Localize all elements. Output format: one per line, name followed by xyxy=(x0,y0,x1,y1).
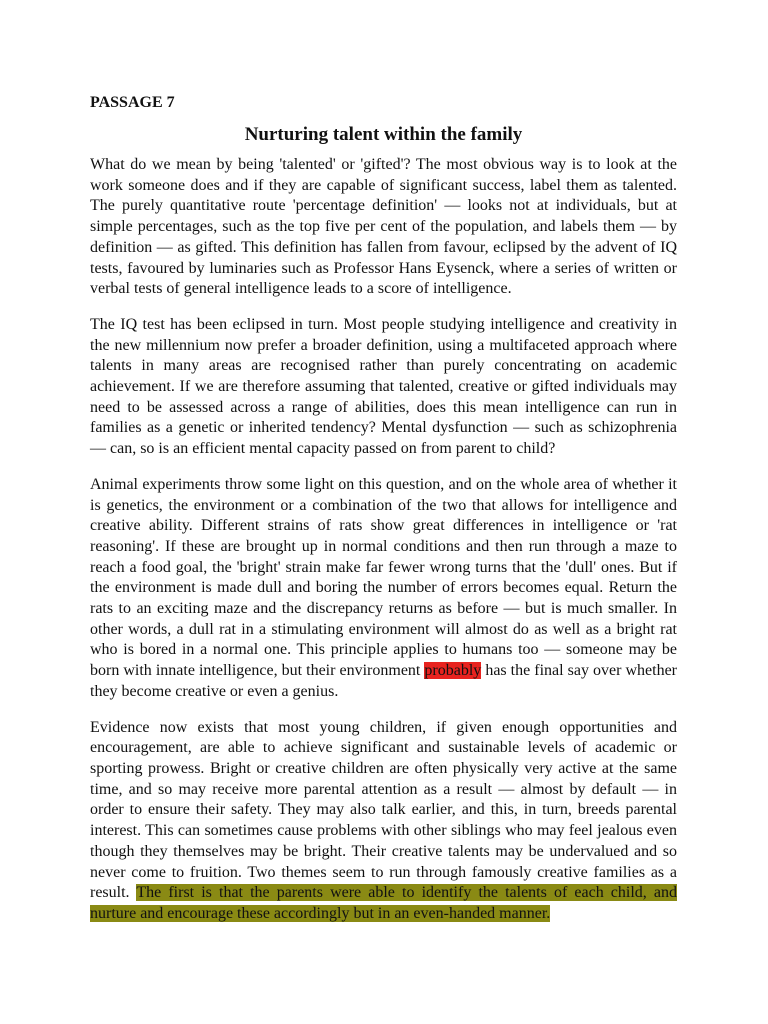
paragraph-3-text-after: has the final say over whether they become creative or even a genius. xyxy=(90,662,677,700)
paragraph-4 xyxy=(90,718,677,925)
passage-label: PASSAGE 7 xyxy=(90,94,175,111)
paragraph-3 xyxy=(90,475,677,703)
highlighted-word-probably: probably xyxy=(424,662,482,680)
paragraph-3-text-before: Animal experiments throw some light on this question, and on the whole area of whether it is genetics, the environment or a combination of the two that allows for intelligence and creative ability. Different strains of rats show great differences in intelligence or 'rat reasoning'. If these are brought up in normal conditions and then run through a maze to reach a food goal, the 'bright' strain make far fewer wrong turns that the 'dull' ones. But if the environment is made dull and boring the number of errors becomes equal. Return the rats to an exciting maze and the discrepancy returns as before — but is much smaller. In other words, a dull rat in a stimulating environment will almost do as well as a bright rat who is bored in a normal one. This principle applies to humans too — someone may be born with innate intelligence, but their environment xyxy=(90,475,677,680)
paragraph-1: What do we mean by being 'talented' or 'gifted'? The most obvious way is to look at the work someone does and if they are capable of significant success, label them as talented. The purely quantitative route 'percentage definition' — looks not at individuals, but at simple percentages, such as the top five per cent of the population, and labels them — by definition — as gifted. This definition has fallen from favour, eclipsed by the advent of IQ tests, favoured by luminaries such as Professor Hans Eysenck, where a series of written or verbal tests of general intelligence leads to a score of intelligence. xyxy=(90,156,677,298)
document-page xyxy=(90,93,677,925)
paragraph-2: The IQ test has been eclipsed in turn. Most people studying intelligence and creativity in the new millennium now prefer a broader definition, using a multifaceted approach where talents in many areas are recognised rather than purely concentrating on academic achievement. If we are therefore assuming that talented, creative or gifted individuals may need to be assessed across a range of abilities, does this mean intelligence can run in families as a genetic or inherited tendency? Mental dysfunction — such as schizophrenia — can, so is an efficient mental capacity passed on from parent to child? xyxy=(90,315,677,458)
passage-title: Nurturing talent within the family xyxy=(244,124,523,145)
paragraph-4-text-before: Evidence now exists that most young children, if given enough opportunities and encouragement, are able to achieve significant and sustainable levels of academic or sporting prowess. Bright or creative children are often physically very active at the same time, and so may receive more parental attention as a result — almost by default — in order to ensure their safety. They may also talk earlier, and this, in turn, breeds parental interest. This can sometimes cause problems with other siblings who may feel jealous even though they themselves may be bright. Their creative talents may be undervalued and so never come to fruition. Two themes seem to run through famously creative families as a result. xyxy=(90,718,677,902)
highlighted-sentence: The first is that the parents were able to identify the talents of each child, and nurture and encourage these accordingly but in an even-handed manner. xyxy=(90,884,678,922)
